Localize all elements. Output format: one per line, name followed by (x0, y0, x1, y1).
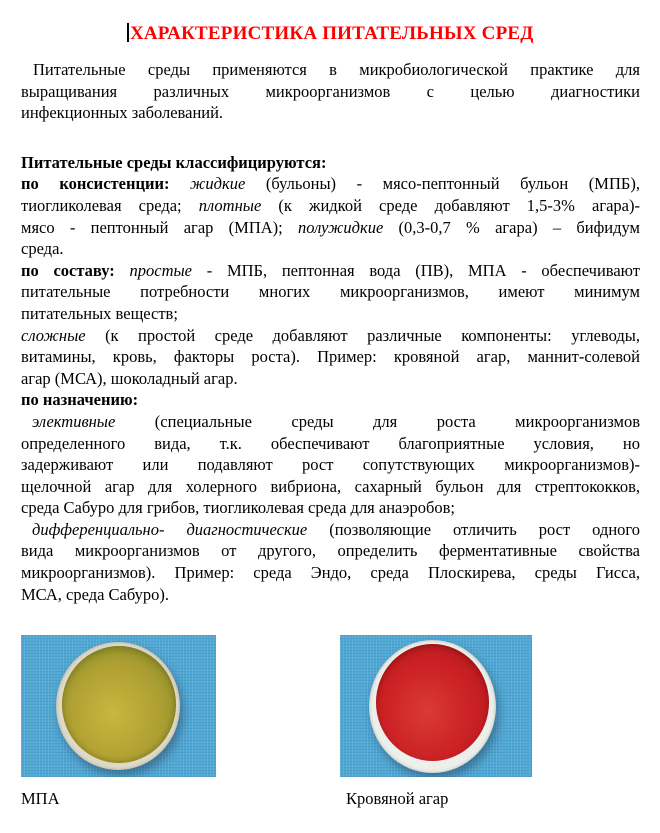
figure-blood-agar (340, 635, 532, 808)
text-segment: (0,3-0,7 % агара) – бифидум (383, 217, 640, 237)
text-segment: по назначению: (21, 390, 139, 410)
complex-media-paragraph (21, 325, 640, 390)
text-segment: плотные (198, 195, 262, 215)
text-line (21, 173, 640, 195)
text-line (21, 584, 640, 606)
composition-paragraph (21, 260, 640, 325)
page-title-text: ХАРАКТЕРИСТИКА ПИТАТЕЛЬНЫХ СРЕД (129, 23, 534, 44)
text-segment: по составу: (21, 260, 130, 280)
text-segment: (позволяющие отличить рост одного (307, 519, 641, 539)
text-line (21, 411, 640, 433)
text-segment: выращивания различных микроорганизмов с целью диагностики (21, 81, 640, 101)
text-segment: МСА, среда Сабуро). (21, 584, 170, 604)
text-line (21, 346, 640, 368)
figure-caption-blood-agar: Кровяной агар (346, 789, 449, 808)
differential-paragraph (21, 519, 640, 605)
text-segment: среда Сабуро для грибов, тиогликолевая среда для анаэробов; (21, 498, 455, 518)
text-segment: щелочной агар для холерного вибриона, сахарный бульон для стрептококков, (21, 476, 640, 496)
text-line (21, 368, 640, 390)
text-segment: мясо - пептонный агар (МПА); (21, 217, 299, 237)
page-title (21, 23, 640, 45)
text-segment: Питательные среды классифицируются: (21, 152, 327, 172)
mpa-photo (21, 635, 216, 777)
petri-dish-blood-agar (369, 640, 496, 773)
blood-agar-surface (376, 644, 489, 761)
text-segment: питательные потребности многих микроорганизмов, имеют минимум (21, 282, 640, 302)
text-line (21, 540, 640, 562)
text-line (21, 81, 640, 103)
purpose-heading (21, 389, 640, 411)
classification-heading (21, 152, 640, 174)
consistency-paragraph (21, 173, 640, 259)
text-line (21, 102, 640, 124)
text-segment: жидкие (190, 174, 246, 194)
text-line (21, 59, 640, 81)
text-segment: определенного вида, т.к. обеспечивают благоприятные условия, но (21, 433, 640, 453)
text-segment: Питательные среды применяются в микробиологической практике для (33, 60, 640, 79)
text-line (21, 238, 640, 260)
text-cursor-caret (127, 23, 129, 42)
blood-agar-photo (340, 635, 532, 777)
text-segment: задерживают или подавляют рост сопутствующих микроорганизмов)- (21, 455, 640, 475)
text-line (21, 195, 640, 217)
text-line (21, 152, 640, 174)
text-segment: инфекционных заболеваний. (21, 103, 224, 123)
document-text (21, 59, 640, 605)
text-line (21, 476, 640, 498)
text-segment: (специальные среды для роста микроорганизмов (115, 411, 640, 431)
text-line (21, 389, 640, 411)
petri-dish-mpa (56, 642, 180, 770)
text-segment: сложные (21, 325, 86, 345)
text-line (21, 519, 640, 541)
text-line (21, 562, 640, 584)
text-segment: - МПБ, пептонная вода (ПВ), МПА - обеспечивают (192, 260, 640, 280)
text-line (21, 454, 640, 476)
text-segment: агар (МСА), шоколадный агар. (21, 368, 238, 388)
text-line (21, 433, 640, 455)
text-segment: дифференциально- диагностические (32, 519, 308, 539)
text-line (21, 325, 640, 347)
mpa-agar-surface (62, 646, 176, 763)
figure-mpa (21, 635, 216, 808)
text-segment: по консистенции: (21, 174, 191, 194)
text-segment: полужидкие (298, 217, 384, 237)
text-segment: простые (129, 260, 193, 280)
figure-caption-mpa: МПА (21, 789, 60, 808)
text-line (21, 260, 640, 282)
text-segment: элективные (32, 411, 116, 431)
text-segment: микроорганизмов). Пример: среда Эндо, среда Плоскирева, среды Гисса, (21, 563, 640, 583)
text-line (21, 217, 640, 239)
text-segment: (бульоны) - мясо-пептонный бульон (МПБ), (245, 174, 640, 194)
text-segment: среда. (21, 239, 64, 259)
text-line (21, 281, 640, 303)
text-line (21, 303, 640, 325)
text-segment: питательных веществ; (21, 303, 178, 323)
text-line (21, 497, 640, 519)
figures-row (21, 635, 532, 808)
text-segment: вида микроорганизмов от другого, определить ферментативные свойства (21, 541, 640, 561)
text-segment: витамины, кровь, факторы роста). Пример: кровяной агар, маннит-солевой (21, 347, 640, 367)
elective-paragraph (21, 411, 640, 519)
text-segment: тиогликолевая среда; (21, 195, 199, 215)
intro-paragraph (21, 59, 640, 124)
text-segment: (к жидкой среде добавляют 1,5-3% агара)- (261, 195, 640, 215)
text-segment: (к простой среде добавляют различные компоненты: углеводы, (85, 325, 640, 345)
